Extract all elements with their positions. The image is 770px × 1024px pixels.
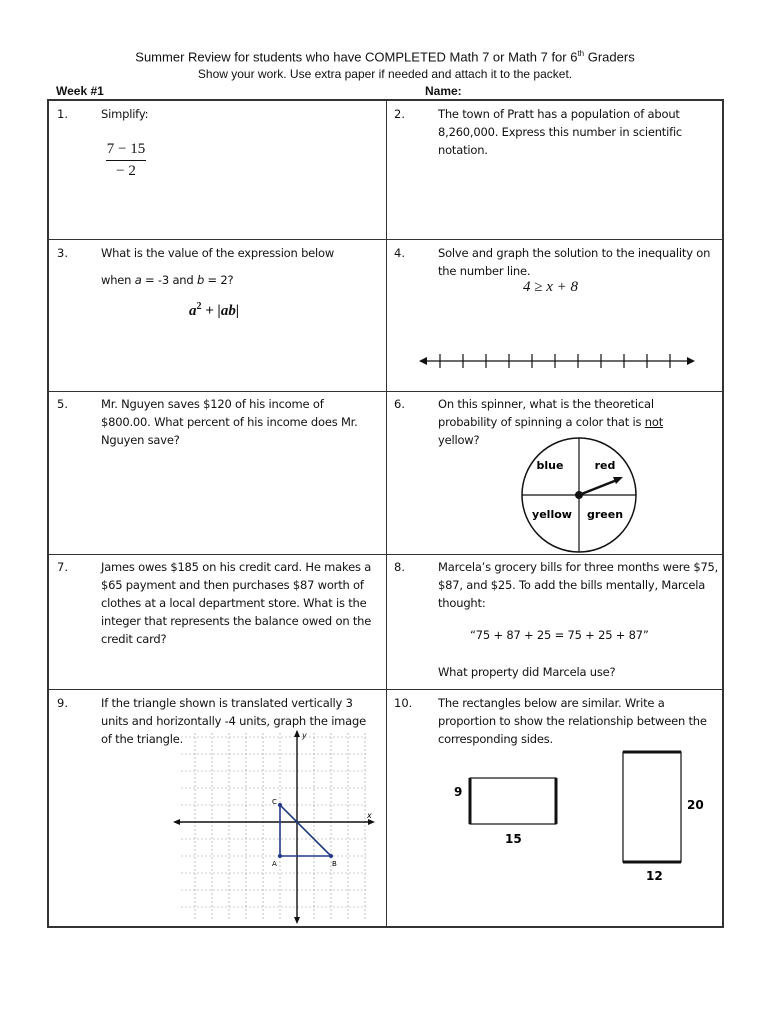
problem-3-values: when a = -3 and b = 2?: [101, 273, 234, 287]
page-title: Summer Review for students who have COMPLETED Math 7 or Math 7 for 6th Graders: [135, 49, 635, 65]
problem-1-fraction: [106, 141, 146, 180]
point-label-b: B: [332, 860, 337, 868]
row-divider: [49, 239, 722, 240]
spinner-pivot: [575, 491, 583, 499]
triangle: [280, 805, 331, 856]
problem-2-number: 2.: [394, 107, 405, 121]
point-label-a: A: [272, 860, 277, 868]
problem-3-expression: $a^2 + |ab|$: [189, 301, 240, 319]
problem-1-text: Simplify:: [101, 107, 149, 121]
page-subtitle: Show your work. Use extra paper if needed and attach it to the packet.: [197, 67, 573, 81]
problem-grid: [47, 99, 724, 928]
problem-3-number: 3.: [57, 246, 68, 260]
problem-5-text: Mr. Nguyen saves $120 of his income of $800.00. What percent of his income does Mr. Nguyen save?: [101, 397, 358, 447]
problem-7-number: 7.: [57, 560, 68, 574]
problem-4-number: 4.: [394, 246, 405, 260]
problem-4-inequality: 4 ≥ x + 8: [523, 279, 579, 295]
week-label: Week #1: [56, 84, 104, 98]
problem-8-question: What property did Marcela use?: [438, 665, 616, 679]
problem-10-text: The rectangles below are similar. Write a proportion to show the relationship between the corresponding sides.: [438, 696, 707, 746]
similar-rectangles: [444, 749, 724, 889]
problem-9-number: 9.: [57, 696, 68, 710]
problem-8-quote: “75 + 87 + 25 = 75 + 25 + 87”: [470, 628, 649, 642]
large-rect-height-label: 20: [687, 798, 704, 812]
large-rectangle: [623, 752, 681, 862]
problem-2-text: The town of Pratt has a population of about 8,260,000. Express this number in scientific notation.: [438, 107, 683, 157]
large-rect-width-label: 12: [646, 869, 663, 883]
spinner-label-red: red: [594, 459, 616, 472]
problem-8-text: Marcela’s grocery bills for three months were $75, $87, and $25. To add the bills mentally, Marcela thought:: [438, 560, 719, 610]
spinner-label-yellow: yellow: [532, 508, 572, 521]
row-divider: [49, 391, 722, 392]
problem-1-number: 1.: [57, 107, 68, 121]
problem-3-text: What is the value of the expression below: [101, 246, 335, 260]
small-rect-height-label: 9: [454, 785, 463, 799]
number-line: [417, 349, 697, 373]
column-divider: [386, 101, 387, 926]
problem-9-text: If the triangle shown is translated vertically 3 units and horizontally -4 units, graph the image of the triangle.: [101, 696, 367, 746]
spinner: [517, 433, 641, 557]
problem-10-number: 10.: [394, 696, 413, 710]
fraction-numerator: 7 − 15: [106, 141, 146, 161]
name-label: Name:: [425, 84, 462, 98]
right-arrow-icon: [687, 357, 695, 365]
problem-6-number: 6.: [394, 397, 405, 411]
x-axis-label: x: [367, 811, 372, 820]
spinner-label-green: green: [586, 508, 624, 521]
problem-6-text: On this spinner, what is the theoretical probability of spinning a color that is not yellow?: [438, 397, 664, 447]
y-axis-label: y: [302, 731, 307, 740]
spinner-label-blue: blue: [536, 459, 564, 472]
point-label-c: C: [272, 798, 277, 806]
problem-5-number: 5.: [57, 397, 68, 411]
problem-7-text: James owes $185 on his credit card. He makes a $65 payment and then purchases $87 worth of clothes at a local department store. What is the integer that represents the balance owed on the credit card?: [101, 560, 372, 646]
left-arrow-icon: [419, 357, 427, 365]
fraction-denominator: − 2: [116, 163, 136, 179]
row-divider: [49, 689, 722, 690]
problem-4-text: Solve and graph the solution to the inequality on the number line.: [438, 246, 711, 278]
coordinate-grid: [171, 729, 376, 924]
problem-8-number: 8.: [394, 560, 405, 574]
small-rect-width-label: 15: [505, 832, 522, 846]
small-rectangle: [470, 778, 556, 824]
